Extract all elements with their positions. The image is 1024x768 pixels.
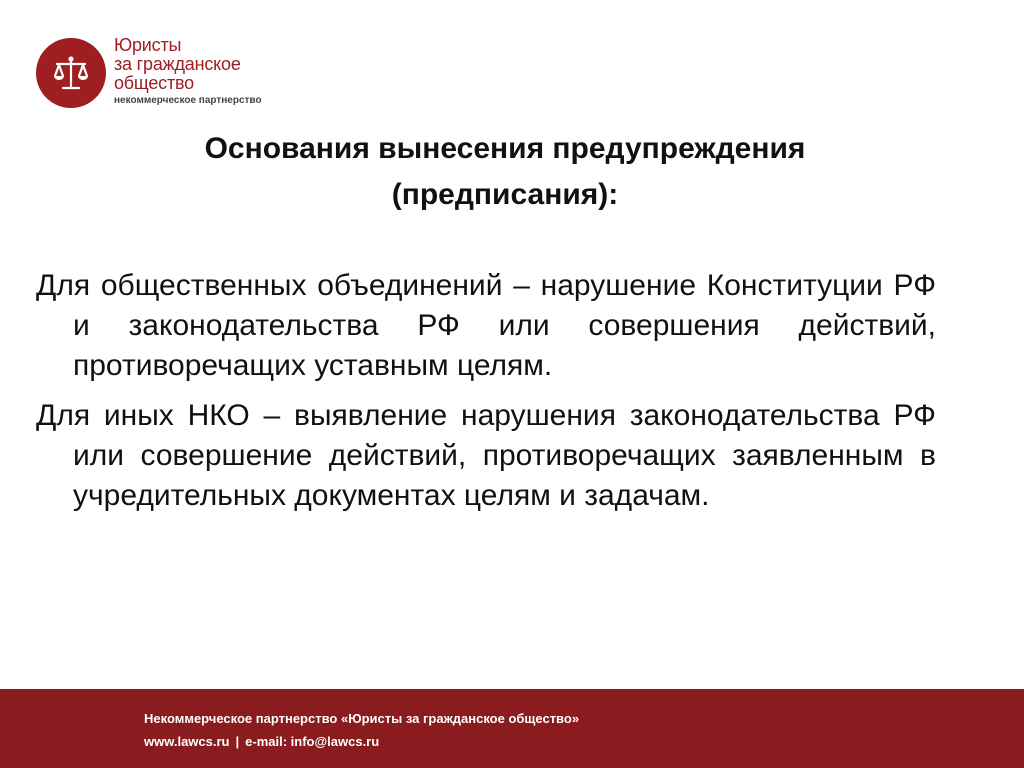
logo xyxy=(36,35,262,108)
logo-text xyxy=(114,36,262,107)
slide-title-line-1: Основания вынесения предупреждения xyxy=(204,132,806,165)
scales-icon xyxy=(36,38,106,108)
logo-title-line-2: за гражданское xyxy=(114,54,241,74)
slide-content xyxy=(36,266,936,526)
logo-subtitle: некоммерческое партнерство xyxy=(114,95,262,106)
footer-bar xyxy=(0,689,1024,768)
footer-email-link[interactable]: e-mail: info@lawcs.ru xyxy=(245,734,380,749)
logo-title-line-1: Юристы xyxy=(114,35,182,55)
slide-title xyxy=(0,126,1010,218)
paragraph-other-nko: Для иных НКО – выявление нарушения законодательства РФ или совершение действий, противоречащих заявленным в учредительных документах целям и задачам. xyxy=(36,399,936,512)
footer-organization: Некоммерческое партнерство «Юристы за гражданское общество» xyxy=(144,711,580,726)
logo-title-line-3: общество xyxy=(114,73,194,93)
footer-separator: | xyxy=(235,734,240,749)
paragraph-public-associations: Для общественных объединений – нарушение Конституции РФ и законодательства РФ или совершения действий, противоречащих уставным целям. xyxy=(36,269,936,382)
slide-title-line-2: (предписания): xyxy=(391,178,619,211)
footer-contacts xyxy=(144,734,379,750)
footer-website-link[interactable]: www.lawcs.ru xyxy=(144,734,230,749)
